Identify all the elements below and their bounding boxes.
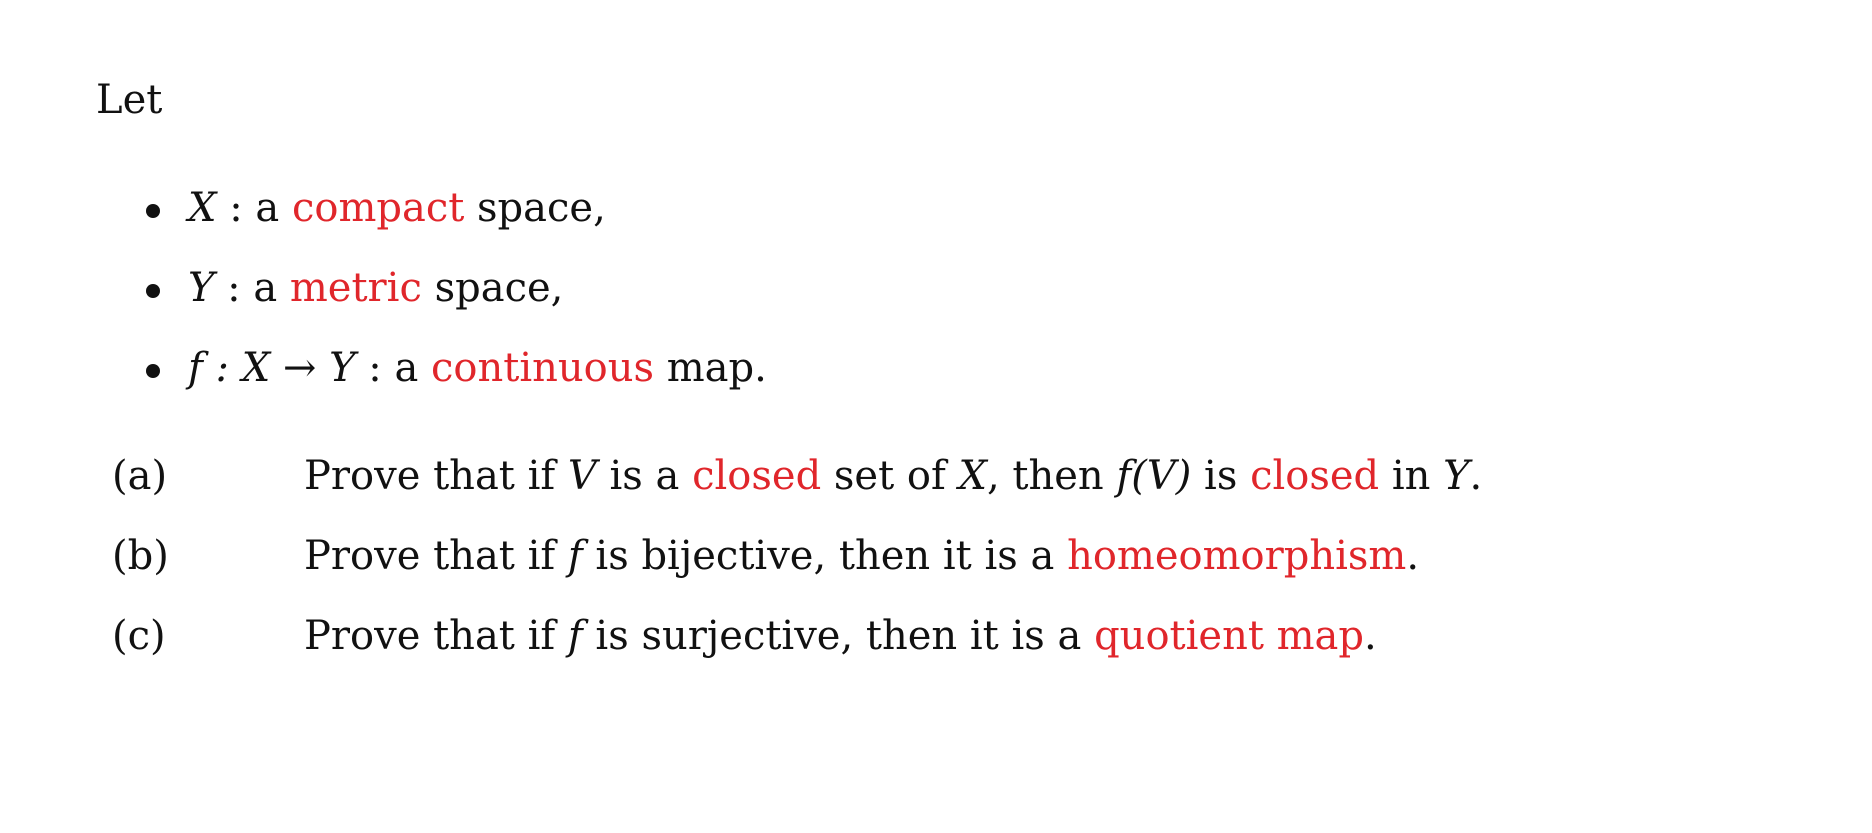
keyword-term: quotient map bbox=[1094, 613, 1364, 659]
text-segment: Prove that if bbox=[304, 453, 568, 499]
part-label: (c) bbox=[112, 613, 166, 659]
math-symbol: f bbox=[567, 533, 583, 579]
hypothesis-connector: : a bbox=[355, 345, 432, 391]
text-segment: . bbox=[1469, 453, 1483, 499]
part-text bbox=[304, 446, 1482, 506]
hypothesis-item bbox=[146, 328, 767, 408]
math-expression: f : X → Y bbox=[188, 345, 356, 391]
text-segment: set of bbox=[821, 453, 959, 499]
text-segment: Prove that if bbox=[304, 613, 568, 659]
hypothesis-item bbox=[146, 248, 767, 328]
text-segment: is surjective, then it is a bbox=[582, 613, 1095, 659]
keyword-term: closed bbox=[692, 453, 822, 499]
intro-text: Let bbox=[96, 77, 163, 123]
bullet-icon bbox=[146, 364, 160, 378]
math-symbol: f bbox=[567, 613, 583, 659]
hypotheses-list bbox=[146, 168, 767, 408]
math-symbol: X bbox=[958, 453, 987, 499]
math-expression: f(V) bbox=[1116, 453, 1192, 499]
math-symbol: V bbox=[567, 453, 597, 499]
keyword-term: compact bbox=[291, 185, 465, 231]
hypothesis-rest: space, bbox=[421, 265, 564, 311]
text-segment: Prove that if bbox=[304, 533, 568, 579]
part-label: (a) bbox=[112, 453, 168, 499]
text-segment: , then bbox=[986, 453, 1117, 499]
math-symbol: X bbox=[188, 185, 217, 231]
problem-part-c bbox=[112, 596, 1482, 676]
text-segment: is a bbox=[596, 453, 693, 499]
problem-part-b bbox=[112, 516, 1482, 596]
keyword-term: metric bbox=[289, 265, 422, 311]
hypothesis-connector: : a bbox=[216, 185, 292, 231]
part-text bbox=[304, 606, 1377, 666]
part-label: (b) bbox=[112, 533, 169, 579]
hypothesis-rest: map. bbox=[654, 345, 767, 391]
math-symbol: Y bbox=[1443, 453, 1470, 499]
keyword-term: closed bbox=[1250, 453, 1380, 499]
bullet-icon bbox=[146, 284, 160, 298]
problem-parts-list bbox=[112, 436, 1482, 676]
bullet-icon bbox=[146, 204, 160, 218]
text-segment: in bbox=[1379, 453, 1444, 499]
part-text bbox=[304, 526, 1419, 586]
text-segment: is bijective, then it is a bbox=[582, 533, 1068, 579]
math-symbol: Y bbox=[188, 265, 215, 311]
keyword-term: homeomorphism bbox=[1067, 533, 1407, 579]
hypothesis-rest: space, bbox=[464, 185, 606, 231]
text-segment: . bbox=[1364, 613, 1377, 659]
hypothesis-connector: : a bbox=[214, 265, 290, 311]
text-segment: is bbox=[1191, 453, 1251, 499]
hypothesis-item bbox=[146, 168, 767, 248]
problem-part-a bbox=[112, 436, 1482, 516]
keyword-term: continuous bbox=[431, 345, 655, 391]
text-segment: . bbox=[1406, 533, 1420, 579]
